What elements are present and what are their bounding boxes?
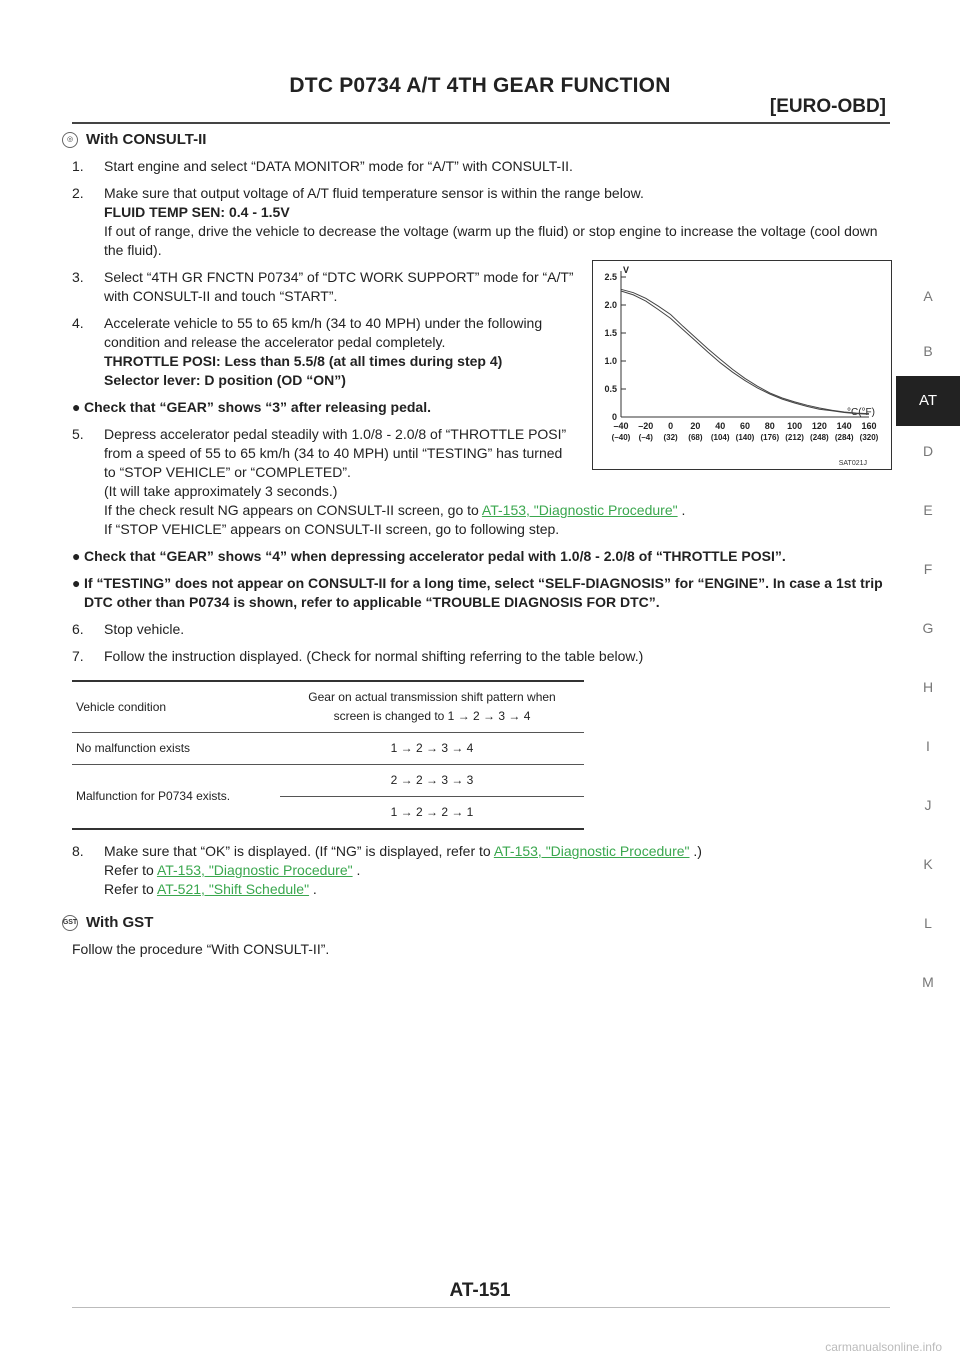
side-tab-m[interactable]: M: [922, 974, 934, 990]
series-line: [621, 289, 869, 413]
watermark: carmanualsonline.info: [825, 1340, 942, 1354]
step-text: If the check result NG appears on CONSULT-II screen, go to: [104, 502, 479, 518]
table-cell: 1 → 2 → 2 → 1: [280, 797, 584, 830]
step-number: 4.: [72, 315, 84, 331]
x-tick-label-f: (104): [710, 433, 730, 442]
step-1: [72, 157, 892, 176]
side-tab-j[interactable]: J: [924, 797, 932, 813]
x-tick-label-f: (–4): [638, 433, 653, 442]
page-title: DTC P0734 A/T 4TH GEAR FUNCTION: [289, 74, 671, 97]
step-text: Select “4TH GR FNCTN P0734” of “DTC WORK SUPPORT” mode for “A/T” with CONSULT-II and touch “START”.: [104, 269, 574, 304]
table-header-line: Gear on actual transmission shift pattern when: [308, 690, 556, 704]
step-number: 6.: [72, 621, 84, 637]
x-tick-label-f: (212): [785, 433, 804, 442]
link-shift-schedule[interactable]: AT-521, "Shift Schedule": [156, 881, 310, 897]
table-header-line: screen is changed to 1 → 2 → 3 → 4: [333, 709, 531, 723]
series-line: [621, 291, 869, 414]
step-6: [72, 620, 892, 639]
step-number: 2.: [72, 185, 84, 201]
bullet-1: [72, 398, 577, 417]
link-diagnostic-procedure[interactable]: AT-153, "Diagnostic Procedure": [493, 843, 690, 859]
y-tick-label: 1.0: [604, 356, 617, 366]
table-header: [280, 681, 584, 733]
x-tick-label-f: (32): [663, 433, 678, 442]
y-tick-label: 2.0: [604, 300, 617, 310]
x-tick-label: –40: [613, 421, 629, 431]
x-tick-label: 100: [787, 421, 803, 431]
x-tick-label-f: (320): [859, 433, 879, 442]
side-tab-h[interactable]: H: [922, 679, 934, 695]
x-tick-label: 120: [811, 421, 827, 431]
bullet-icon: ●: [72, 399, 81, 415]
bullet-text: If “TESTING” does not appear on CONSULT-II for a long time, select “SELF-DIAGNOSIS” for “ENGINE”. In case a 1st trip DTC other than P0734 is shown, refer to applicable “TROUBLE DIAGNOSIS FOR DTC”.: [84, 575, 883, 610]
step-7: [72, 647, 892, 666]
refer-label: Refer to: [104, 862, 154, 878]
gst-text: Follow the procedure “With CONSULT-II”.: [72, 941, 330, 957]
step-text: If “STOP VEHICLE” appears on CONSULT-II screen, go to following step.: [104, 521, 560, 537]
table-cell: 2 → 2 → 3 → 3: [280, 765, 584, 797]
x-tick-label: 60: [739, 421, 751, 431]
bullet-icon: ●: [72, 575, 81, 591]
step-text: Stop vehicle.: [104, 621, 185, 637]
voltage-temperature-chart: [592, 260, 892, 470]
link-diagnostic-procedure[interactable]: AT-153, "Diagnostic Procedure": [156, 862, 353, 878]
table-row: [72, 765, 584, 797]
consult-icon: ◎: [62, 132, 78, 148]
side-tab-f[interactable]: F: [923, 561, 933, 577]
header-rule: [72, 122, 890, 124]
side-tab-l[interactable]: L: [924, 915, 932, 931]
table-header-row: [72, 681, 584, 733]
step-text: Depress accelerator pedal steadily with 1.0/8 - 2.0/8 of “THROTTLE POSI” from a speed of 55 to 65 km/h (34 to 40 MPH) until “TESTING” has turned to “STOP VEHICLE” or “COMPLETED”.: [104, 426, 567, 480]
step-spec: Selector lever: D position (OD “ON”): [104, 372, 346, 388]
bullet-3: [72, 574, 892, 612]
step-text: Accelerate vehicle to 55 to 65 km/h (34 to 40 MPH) under the following condition and release the accelerator pedal completely.: [104, 315, 543, 350]
step-text: Make sure that “OK” is displayed. (If “NG” is displayed, refer to: [104, 843, 491, 859]
step-text: .): [693, 843, 702, 859]
table-header: Vehicle condition: [72, 681, 280, 733]
step-5-continued: If the check result NG appears on CONSULT-II screen, go to AT-153, "Diagnostic Procedure" . If “STOP VEHICLE” appears on CONSULT-II screen, go to following step.: [104, 501, 892, 539]
x-tick-label-f: (–40): [611, 433, 631, 442]
step-number: 5.: [72, 426, 84, 442]
page-subtitle: [EURO-OBD]: [769, 96, 886, 117]
x-tick-label: 20: [690, 421, 701, 431]
table-cell: 1 → 2 → 3 → 4: [280, 733, 584, 765]
x-tick-label-f: (176): [760, 433, 780, 442]
step-3: [72, 268, 577, 306]
side-tab-i[interactable]: I: [926, 738, 930, 754]
x-tick-label: 140: [836, 421, 852, 431]
side-tab-e[interactable]: E: [923, 502, 933, 518]
side-tab-k[interactable]: K: [923, 856, 933, 872]
step-text: Start engine and select “DATA MONITOR” mode for “A/T” with CONSULT-II.: [104, 158, 573, 174]
step-number: 8.: [72, 843, 84, 859]
step-spec: THROTTLE POSI: Less than 5.5/8 (at all times during step 4): [104, 353, 503, 369]
side-tab-b[interactable]: B: [923, 343, 933, 359]
step-number: 7.: [72, 648, 84, 664]
step-5: [72, 425, 577, 501]
x-axis-label: °C(°F): [847, 407, 875, 418]
y-tick-label: 1.5: [604, 328, 617, 338]
y-tick-label: 2.5: [604, 272, 617, 282]
link-diagnostic-procedure[interactable]: AT-153, "Diagnostic Procedure": [481, 502, 678, 518]
x-tick-label: 0: [668, 421, 674, 431]
section-heading-gst: [62, 913, 892, 932]
x-tick-label: 80: [764, 421, 775, 431]
x-tick-label: 160: [861, 421, 877, 431]
page-number: AT-151: [449, 1280, 511, 1301]
section-heading-text: With GST: [86, 914, 154, 931]
refer-label: Refer to: [104, 881, 154, 897]
table-cell: Malfunction for P0734 exists.: [72, 765, 280, 830]
y-axis-label: V: [623, 265, 630, 275]
step-text: If out of range, drive the vehicle to decrease the voltage (warm up the fluid) or stop engine to increase the voltage (cool down the fluid).: [104, 223, 878, 258]
x-tick-label-f: (68): [688, 433, 703, 442]
x-tick-label-f: (140): [735, 433, 755, 442]
step-spec: FLUID TEMP SEN: 0.4 - 1.5V: [104, 204, 290, 220]
x-tick-label: 40: [715, 421, 726, 431]
step-2: [72, 184, 892, 260]
side-tab-g[interactable]: G: [922, 620, 934, 636]
bullet-text: Check that “GEAR” shows “3” after releasing pedal.: [84, 399, 431, 415]
step-text: Make sure that output voltage of A/T fluid temperature sensor is within the range below.: [104, 185, 644, 201]
side-tab-a[interactable]: A: [923, 288, 933, 304]
step-number: 1.: [72, 158, 84, 174]
y-tick-label: 0: [611, 412, 617, 422]
side-tab-at[interactable]: AT: [896, 376, 960, 426]
shift-pattern-table: [72, 680, 584, 830]
side-tab-d[interactable]: D: [922, 443, 934, 459]
figure-id: SAT021J: [838, 460, 867, 467]
y-tick-label: 0.5: [604, 384, 617, 394]
bullet-2: [72, 547, 892, 566]
footer-rule: [72, 1307, 890, 1308]
x-tick-label: –20: [638, 421, 654, 431]
step-number: 3.: [72, 269, 84, 285]
main-content: [62, 130, 892, 959]
bullet-text: Check that “GEAR” shows “4” when depressing accelerator pedal with 1.0/8 - 2.0/8 of “THROTTLE POSI”.: [84, 548, 786, 564]
table-row: [72, 733, 584, 765]
step-text: (It will take approximately 3 seconds.): [104, 483, 338, 499]
bullet-icon: ●: [72, 548, 81, 564]
section-heading-text: With CONSULT-II: [86, 131, 207, 148]
step-8: 8. Make sure that “OK” is displayed. (If “NG” is displayed, refer to AT-153, "Diagnostic Procedure" .) Refer to AT-153, "Diagnostic Procedure" . Refer to AT-521, "Shift Schedule" .: [72, 843, 702, 897]
chart-svg: [593, 261, 891, 469]
table-cell: No malfunction exists: [72, 733, 280, 765]
x-tick-label-f: (284): [834, 433, 854, 442]
step-text: Follow the instruction displayed. (Check for normal shifting referring to the table below.): [104, 648, 644, 664]
section-heading-consult: [62, 130, 892, 149]
gst-icon: GST: [62, 915, 78, 931]
step-4: [72, 314, 577, 390]
x-tick-label-f: (248): [810, 433, 829, 442]
